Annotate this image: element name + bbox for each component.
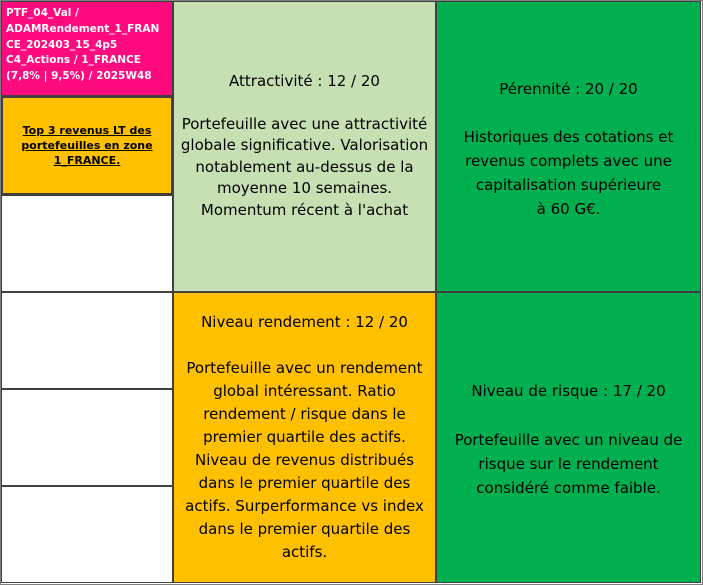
perennite-line-3: capitalisation supérieure [475, 176, 662, 194]
portfolio-line-2: ADAMRendement_1_FRAN [6, 22, 160, 35]
risque-line-2: risque sur le rendement [478, 455, 659, 473]
risque-cell [436, 292, 701, 583]
portfolio-line-4: C4_Actions / 1_FRANCE [6, 54, 141, 67]
risque-description [437, 428, 700, 500]
portfolio-line-3: CE_202403_15_4p5 [6, 38, 118, 51]
perennite-line-4: à 60 G€. [536, 200, 601, 218]
rendement-line-4: premier quartile des actifs. [203, 428, 406, 446]
perennite-line-2: revenus complets avec une [465, 152, 672, 170]
top3-line-2: portefeuilles en zone [21, 139, 153, 152]
top3-line-1: Top 3 revenus LT des [22, 124, 152, 137]
empty-cell-3 [1, 389, 173, 486]
top3-revenus-cell [1, 96, 173, 195]
risque-line-3: considéré comme faible. [476, 479, 661, 497]
portfolio-id-cell [1, 1, 173, 96]
attractivite-title: Attractivité : 12 / 20 [229, 71, 380, 90]
perennite-description [437, 125, 700, 221]
rendement-description [174, 357, 435, 564]
portfolio-line-5: (7,8% | 9,5%) / 2025W48 [6, 70, 152, 83]
top3-line-3: 1_FRANCE. [53, 154, 121, 167]
attractivite-line-3: notablement au-dessus de la [195, 157, 414, 176]
rendement-line-9: actifs. [281, 543, 328, 561]
risque-line-1: Portefeuille avec un niveau de [454, 431, 683, 449]
perennite-title: Pérennité : 20 / 20 [499, 80, 638, 98]
attractivite-line-2: globale significative. Valorisation [180, 136, 429, 155]
attractivite-line-1: Portefeuille avec une attractivité [181, 114, 428, 133]
rendement-line-2: global intéressant. Ratio [213, 382, 396, 400]
perennite-line-1: Historiques des cotations et [463, 128, 674, 146]
rendement-line-3: rendement / risque dans le [203, 405, 406, 423]
attractivite-description [181, 114, 428, 222]
attractivite-line-4: moyenne 10 semaines. [216, 179, 393, 198]
empty-cell-4 [1, 486, 173, 583]
portfolio-line-1: PTF_04_Val / [6, 7, 79, 19]
attractivite-cell [173, 1, 436, 292]
rendement-line-5: Niveau de revenus distribués [194, 451, 415, 469]
rendement-line-1: Portefeuille avec un rendement [186, 359, 423, 377]
empty-cell-1 [1, 195, 173, 292]
rendement-line-6: dans le premier quartile des [198, 474, 411, 492]
attractivite-line-5: Momentum récent à l'achat [200, 200, 409, 219]
rendement-line-8: dans le premier quartile des [198, 520, 411, 538]
rendement-line-7: actifs. Surperformance vs index [185, 497, 424, 515]
perennite-cell [436, 1, 701, 292]
risque-title: Niveau de risque : 17 / 20 [471, 382, 666, 400]
rendement-title: Niveau rendement : 12 / 20 [201, 313, 408, 331]
rendement-cell [173, 292, 436, 583]
empty-cell-2 [1, 292, 173, 389]
